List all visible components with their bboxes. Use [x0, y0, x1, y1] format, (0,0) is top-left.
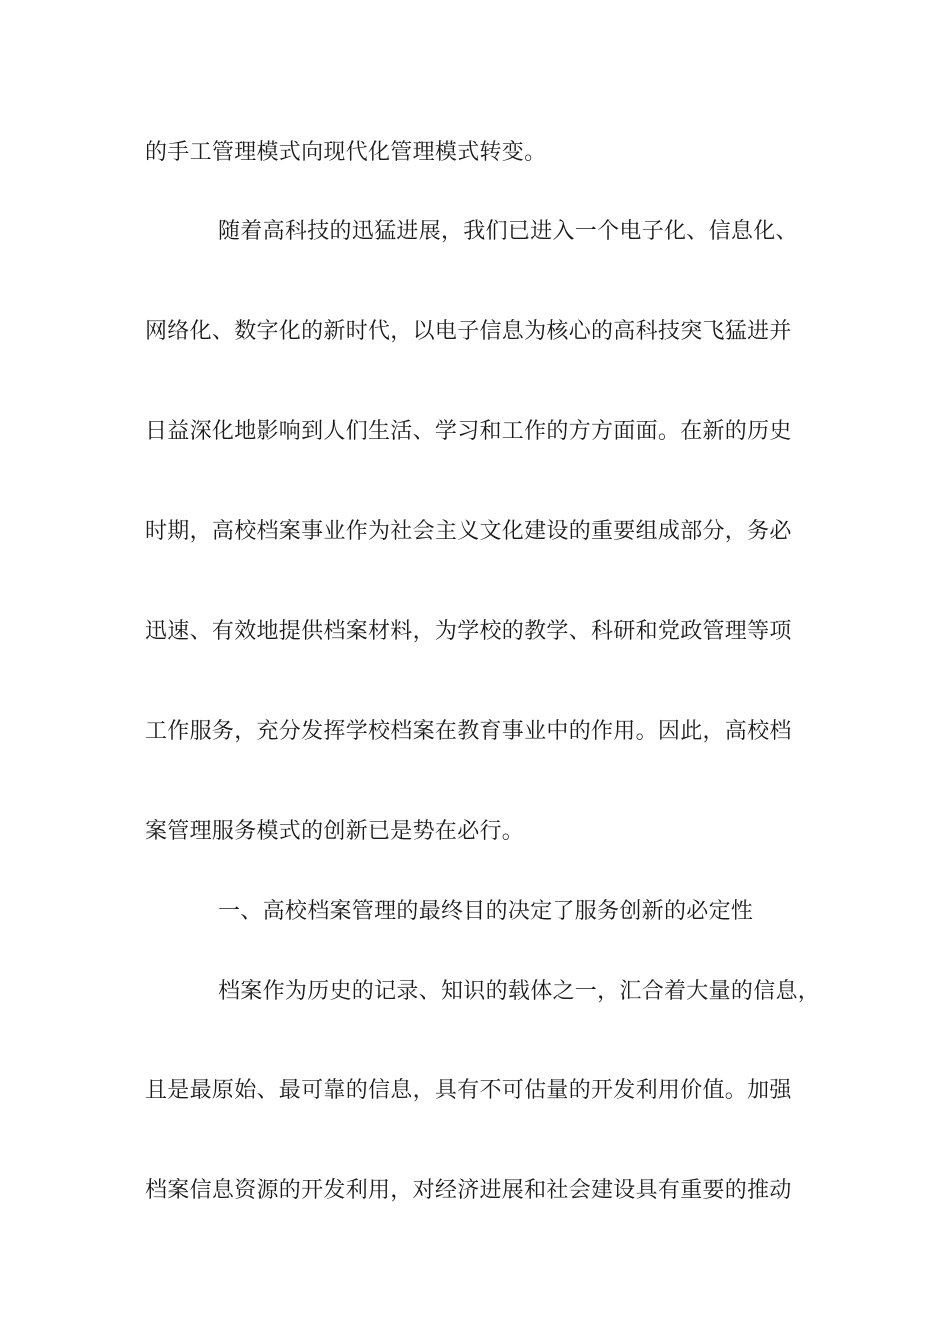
text-line-12: 档案信息资源的开发利用，对经济进展和社会建设具有重要的推动 [145, 1178, 792, 1203]
paragraph-start-line-2: 随着高科技的迅猛进展，我们已进入一个电子化、信息化、 [218, 219, 798, 244]
text-line-7: 工作服务，充分发挥学校档案在教育事业中的作用。因此，高校档 [145, 719, 792, 744]
text-line-3: 网络化、数字化的新时代，以电子信息为核心的高科技突飞猛进并 [145, 319, 792, 344]
text-line-8: 案管理服务模式的创新已是势在必行。 [145, 819, 525, 844]
paragraph-start-line-10: 档案作为历史的记录、知识的载体之一，汇合着大量的信息， [218, 979, 821, 1004]
text-line-6: 迅速、有效地提供档案材料，为学校的教学、科研和党政管理等项 [145, 619, 792, 644]
text-line-5: 时期，高校档案事业作为社会主义文化建设的重要组成部分，务必 [145, 519, 792, 544]
section-heading: 一、高校档案管理的最终目的决定了服务创新的必定性 [218, 899, 754, 924]
text-line-11: 且是最原始、最可靠的信息，具有不可估量的开发利用价值。加强 [145, 1078, 792, 1103]
text-line-1: 的手工管理模式向现代化管理模式转变。 [145, 140, 547, 165]
text-line-4: 日益深化地影响到人们生活、学习和工作的方方面面。在新的历史 [145, 419, 792, 444]
